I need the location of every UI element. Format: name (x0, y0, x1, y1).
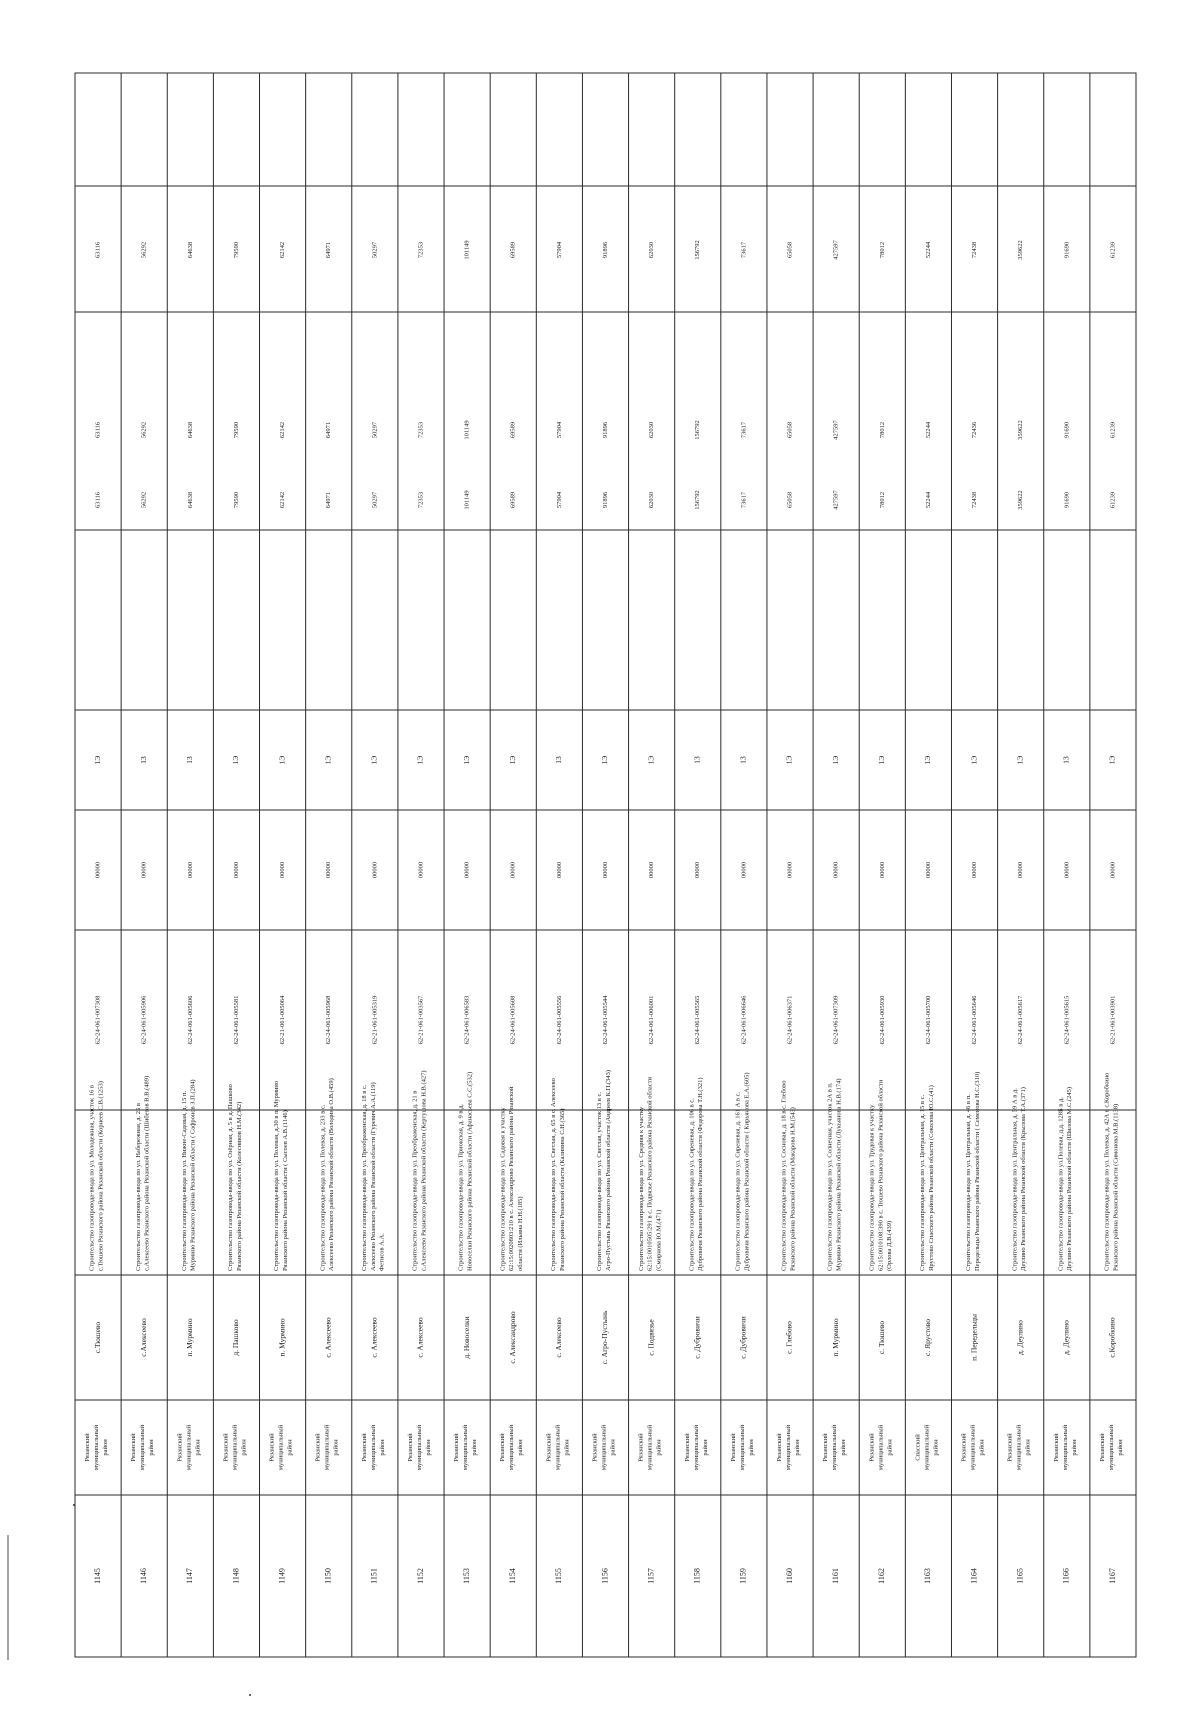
contract-number-cell: 62-24-061-005646 (971, 995, 979, 1045)
district-cell: Рязанский муниципальный район (1098, 1424, 1124, 1471)
amount-cell: 50297 (371, 421, 379, 439)
settlement-cell: д. Деулино (1015, 1320, 1025, 1355)
amount-cell: 91896 (601, 421, 609, 439)
code-cell: 00000 (1063, 861, 1071, 879)
amount-cell: 101149 (463, 490, 471, 510)
description-cell: Строительство газопровода-ввода по ул. Сиреневая, д. 106 в с. Дубровичи Рязанского района Рязанской области (Федорова Т.Н.(321) (688, 1077, 705, 1271)
code-cell: 00000 (232, 861, 240, 879)
contract-number-cell: 62-24-061-005581 (232, 995, 240, 1045)
scan-dust-dot (249, 1694, 251, 1696)
amount-cell: 64638 (186, 421, 194, 439)
amount-cell: 57904 (555, 241, 563, 259)
settlement-cell: п. Мурмино (185, 1318, 195, 1357)
district-cell: Рязанский муниципальный район (406, 1424, 432, 1471)
amount-cell: 65058 (786, 241, 794, 259)
amount-cell: 72438 (971, 491, 979, 509)
amount-cell: 56292 (140, 421, 148, 439)
amount-cell: 64971 (325, 491, 333, 509)
row-number: 1148 (231, 1568, 241, 1584)
level-cell: 1Э (1015, 755, 1025, 765)
amount-cell: 156792 (694, 240, 702, 260)
amount-cell: 91896 (601, 491, 609, 509)
settlement-cell: д. Новоселки (461, 1316, 471, 1359)
settlement-cell: с. Подвязье (646, 1319, 656, 1356)
level-cell: 1Э (92, 755, 102, 765)
table-row (176, 242, 201, 1584)
contract-number-cell: 62-24-061-006371 (786, 995, 794, 1045)
description-cell: Строительство газопровода-ввода по ул.Полевая, д.д. 128Б в д. Деулино Рязанского района Рязанской области (Шилова М.С.(245) (1057, 1086, 1074, 1271)
description-cell: Строительство газопровода-ввода по ул. Полевая, д. 42А в с.Коробкино Рязанского района Рязанской области (Симонова М.В.(1138) (1103, 1072, 1120, 1271)
amount-cell: 62142 (279, 241, 287, 259)
table-row (361, 241, 386, 1584)
code-cell: 00000 (1017, 861, 1025, 879)
amount-cell: 72438 (971, 241, 979, 259)
district-cell: Рязанский муниципальный район (683, 1424, 709, 1471)
description-cell: Строительство газопровода-ввода по ул. Полевая, д.30 в п. Мурмино Рязанского района Рязанской области ( Сысоев А.В.(1146) (273, 1080, 289, 1271)
description-cell: Строительство газопровода-ввода по ул. Полевая, д. 233 в с. Алексеево Рязанского района Рязанской области (Володина О.В.(459) (319, 1078, 336, 1271)
settlement-cell: с. Глебово (784, 1321, 794, 1354)
amount-cell: 359622 (1017, 240, 1025, 260)
amount-cell: 61239 (1109, 421, 1117, 439)
level-cell: 1Э (600, 755, 610, 765)
table-row (914, 241, 939, 1584)
amount-cell: 65058 (786, 421, 794, 439)
amount-cell: 62142 (279, 491, 287, 509)
description-cell: Строительство газопровода-ввода по ул. Центральная, д. 46 в п. Передельцы Рязанского района Рязанской области ( Семенова Н.С.(310) (965, 1071, 981, 1271)
amount-cell: 52244 (924, 241, 932, 259)
description-cell: Строительство газопровода-ввода по ул. Преображенская, д. 18 в с. Алексеево Рязанского района Рязанской области (Гуревич А.А.(119) Фетисов А.А. (361, 1082, 386, 1271)
amount-cell: 101149 (463, 240, 471, 260)
row-number: 1156 (600, 1568, 610, 1584)
description-cell: Строительство газопровода-ввода по ул. Сосновая, д. 18 в с. Глебово Рязанского района Рязанской области (Макарова Н.М.(543) (780, 1080, 797, 1271)
amount-cell: 52244 (924, 421, 932, 439)
table-row (130, 242, 155, 1584)
amount-cell: 50297 (371, 491, 379, 509)
settlement-cell: п. Мурмино (277, 1318, 287, 1357)
table-row (315, 242, 340, 1584)
settlement-cell: с. Алексеево (554, 1317, 564, 1358)
amount-cell: 63116 (94, 421, 102, 439)
amount-cell: 64638 (186, 491, 194, 509)
description-cell: Строительство газопровода-ввода по ул. Средняя к участку 62:15:0010505:291 в с. Подвязье Рязанского района Рязанской области (Смирнова Ю.М.(471) (637, 1076, 663, 1271)
description-cell: Строительство газопровода-ввода по ул. Приокская, д. 9 в д. Новоселки Рязанского района Рязанской области (Афанасьева С.С.(532) (457, 1071, 474, 1271)
amount-cell: 91690 (1063, 491, 1071, 509)
code-cell: 00000 (924, 861, 932, 879)
amount-cell: 52244 (924, 491, 932, 509)
amount-cell: 72353 (417, 421, 425, 439)
level-cell: 13 (185, 756, 195, 764)
contract-number-cell: 62-24-061-005608 (509, 995, 517, 1045)
district-cell: Рязанский муниципальный район (776, 1424, 802, 1471)
amount-cell: 50297 (371, 241, 379, 259)
level-cell: 1Э (461, 755, 471, 765)
contract-number-cell: 62-21-061-005064 (279, 995, 287, 1045)
level-cell: 1Э (231, 755, 241, 765)
table-row (776, 242, 801, 1584)
table-row (868, 242, 893, 1584)
row-number: 1164 (969, 1568, 979, 1584)
description-cell: Строительство газопровода-ввода по ул. Озёрная, д. 5 в д. Пашково Рязанского района Рязанской области (Колесников Н.М.(342) (227, 1084, 243, 1271)
settlement-cell: с. Алексеево (369, 1317, 379, 1358)
description-cell: Строительство газопровода-ввода по ул. Трудовая к участку 62:15:0010108:390 в с. Тюшево Рязанского района Рязанской области (Орлова Д.В.(439) (868, 1079, 894, 1271)
level-cell: 1Э (877, 755, 887, 765)
description-cell: Строительство газопровода-ввода по ул. Садовая к участку 62:15:0020803:210 в с. Александрово Рязанского района Рязанской области (Ильина Н.Н.(185) (499, 1086, 525, 1271)
amount-cell: 57904 (555, 491, 563, 509)
code-cell: 00000 (94, 861, 102, 879)
settlement-cell: с. Дубровичи (692, 1316, 702, 1359)
code-cell: 00000 (463, 861, 471, 879)
amount-cell: 79590 (232, 491, 240, 509)
amount-cell: 72353 (417, 241, 425, 259)
amount-cell: 69589 (509, 491, 517, 509)
description-cell: Строительство газопровода-ввода по ул. Сиреневая, д. 161 А в с. Дубровичи Рязанского района Рязанской области ( Кирьянова Е.А.(605) (734, 1072, 751, 1271)
description-cell: Строительство газопровода-ввода по ул. Центральная, д. 15 в с. Ярустово Спасского района Рязанской области (Соколова Ю.С.(41) (919, 1085, 935, 1271)
contract-number-cell: 62-24-061-005617 (1017, 995, 1025, 1045)
amount-cell: 72353 (417, 491, 425, 509)
amount-cell: 65058 (786, 491, 794, 509)
table-row (269, 242, 294, 1584)
level-cell: 13 (692, 756, 702, 764)
level-cell: 13 (1061, 756, 1071, 764)
row-number: 1159 (738, 1568, 748, 1584)
amount-cell: 72436 (971, 421, 979, 439)
amount-cell: 56292 (140, 241, 148, 259)
table-row (730, 241, 755, 1584)
district-cell: Рязанский муниципальный район (637, 1424, 663, 1471)
settlement-cell: п. Передельцы (969, 1314, 979, 1361)
contract-number-cell: 62-24-061-005968 (325, 995, 333, 1045)
table-row (638, 242, 663, 1584)
row-number: 1163 (923, 1568, 933, 1584)
description-cell: Строительство газопровода-ввода по ул. Центральная, д. 59 А в д. Деулино Рязанского района Рязанской области (Крылова Т.А.(371) (1011, 1087, 1028, 1271)
amount-cell: 79590 (232, 421, 240, 439)
row-number: 1166 (1061, 1568, 1071, 1584)
contract-number-cell: 62-24-061-007308 (94, 995, 102, 1045)
code-cell: 00000 (786, 861, 794, 879)
settlement-cell: с. Алексеево (415, 1317, 425, 1358)
description-cell: Строительство газопровода-ввода по ул. Светлая, участок 13 в с. Агро-Пустынь Рязанского района Рязанской области (Андреев К.П.(343) (596, 1069, 612, 1271)
contract-number-cell: 62-24-061-005615 (1063, 995, 1071, 1045)
amount-cell: 61239 (1109, 491, 1117, 509)
level-cell: 1Э (323, 755, 333, 765)
code-cell: 00000 (371, 861, 379, 879)
district-cell: Рязанский муниципальный район (868, 1424, 894, 1471)
row-number: 1152 (415, 1568, 425, 1584)
row-number: 1145 (92, 1568, 102, 1584)
district-cell: Рязанский муниципальный район (453, 1424, 479, 1471)
table-row (453, 240, 478, 1583)
amount-cell: 69589 (509, 421, 517, 439)
row-number: 1158 (692, 1568, 702, 1584)
district-cell: Рязанский муниципальный район (176, 1424, 202, 1471)
district-cell: Рязанский муниципальный район (1052, 1424, 1078, 1471)
level-cell: 1Э (1107, 755, 1117, 765)
amount-cell: 62030 (648, 241, 656, 259)
amount-cell: 91690 (1063, 421, 1071, 439)
district-cell: Рязанский муниципальный район (84, 1424, 110, 1471)
settlement-cell: с. Александрово (507, 1311, 517, 1364)
row-number: 1147 (185, 1568, 195, 1584)
level-cell: 13 (554, 756, 564, 764)
row-number: 1162 (877, 1568, 887, 1584)
district-cell: Рязанский муниципальный район (130, 1424, 156, 1471)
table-row (84, 241, 109, 1584)
settlement-cell: с. Дубровичи (738, 1316, 748, 1359)
contract-number-cell: 62-24-061-005906 (140, 995, 148, 1045)
district-cell: Рязанский муниципальный район (499, 1424, 525, 1471)
table-row (1053, 242, 1078, 1584)
amount-cell: 427597 (832, 420, 840, 440)
table-row (822, 240, 847, 1584)
amount-cell: 78012 (878, 241, 886, 259)
contract-number-cell: 62-21-061-003567 (417, 995, 425, 1045)
code-cell: 00000 (509, 861, 517, 879)
description-cell: Строительство газопровода-ввода по ул. Нижне-Садовая, д. 15 п. Мурмино Рязанского района Рязанской области ( Сафронов З.П.(284) (180, 1079, 197, 1271)
code-cell: 00000 (648, 861, 656, 879)
district-cell: Рязанский муниципальный район (545, 1424, 571, 1471)
contract-number-cell: 62-24-061-005606 (186, 995, 194, 1045)
row-number: 1146 (139, 1568, 149, 1584)
settlement-cell: п. Мурмино (830, 1318, 840, 1357)
table-row (684, 240, 709, 1584)
contract-number-cell: 62-24-061-006583 (463, 995, 471, 1045)
description-cell: Строительство газопровода-ввода по ул. Молодежная, участок 16 в с.Тюшево Рязанского района Рязанской области (Корнеев С.В.(1253) (88, 1081, 105, 1271)
description-cell: Строительство газопровода-ввода по ул. Светлая, д. 65 в с. Алексеево Рязанского района Рязанской области (Калинина С.Н.(365) (549, 1078, 566, 1271)
amount-cell: 56292 (140, 491, 148, 509)
code-cell: 00000 (325, 861, 333, 879)
district-cell: Рязанский муниципальный район (822, 1424, 848, 1471)
contract-number-cell: 62-24-061-005556 (555, 995, 563, 1045)
table-row (961, 242, 986, 1584)
description-cell: Строительство газопровода-ввода по ул. Солнечная, участок 2А в п. Мурмино Рязанского района Рязанской области (Лукьянова Н.В.(174) (826, 1078, 843, 1271)
code-cell: 00000 (971, 861, 979, 879)
settlement-cell: с. Ярустово (923, 1319, 933, 1356)
district-cell: Рязанский муниципальный район (222, 1424, 248, 1471)
district-cell: Рязанский муниципальный район (1006, 1424, 1032, 1471)
settlement-cell: с. Агро-Пустынь (600, 1310, 610, 1365)
level-cell: 13 (138, 756, 148, 764)
settlement-cell: д. Деулино (1061, 1320, 1071, 1355)
contract-number-cell: 62-24-061-006001 (648, 995, 656, 1045)
amount-cell: 57904 (555, 421, 563, 439)
level-cell: 1Э (923, 755, 933, 765)
amount-cell: 427597 (832, 490, 840, 510)
settlement-cell: д. Пашково (231, 1319, 241, 1356)
amount-cell: 64971 (325, 421, 333, 439)
row-number: 1160 (784, 1568, 794, 1584)
table-row (499, 242, 524, 1584)
amount-cell: 156792 (694, 490, 702, 510)
amount-cell: 79590 (232, 241, 240, 259)
code-cell: 00000 (279, 861, 287, 879)
row-number: 1161 (830, 1568, 840, 1584)
settlement-cell: с.Алексеево (138, 1318, 148, 1357)
amount-cell: 73617 (740, 491, 748, 509)
amount-cell: 64971 (325, 241, 333, 259)
amount-cell: 91896 (601, 241, 609, 259)
contract-number-cell: 62-24-061-005700 (924, 995, 932, 1045)
district-cell: Рязанский муниципальный район (591, 1424, 617, 1471)
code-cell: 00000 (1109, 861, 1117, 879)
code-cell: 00000 (694, 861, 702, 879)
amount-cell: 78012 (878, 421, 886, 439)
level-cell: 13 (738, 756, 748, 764)
table-row (1099, 242, 1124, 1584)
table-row (1007, 240, 1032, 1584)
amount-cell: 73617 (740, 421, 748, 439)
code-cell: 00000 (417, 861, 425, 879)
contract-number-cell: 62-24-061-007309 (832, 995, 840, 1045)
district-cell: Рязанский муниципальный район (314, 1424, 340, 1471)
amount-cell: 359622 (1017, 420, 1025, 440)
settlement-cell: с.Тюшево (92, 1321, 102, 1354)
row-number: 1150 (323, 1568, 333, 1584)
amount-cell: 73617 (740, 241, 748, 259)
settlement-cell: с. Алексеево (323, 1317, 333, 1358)
row-number: 1151 (369, 1568, 379, 1584)
amount-cell: 62030 (648, 491, 656, 509)
contract-number-cell: 62-24-061-006646 (740, 995, 748, 1045)
level-cell: 1Э (969, 755, 979, 765)
row-number: 1167 (1107, 1568, 1117, 1584)
row-number: 1157 (646, 1568, 656, 1584)
row-number: 1155 (554, 1568, 564, 1584)
contract-number-cell: 62-21-061-005319 (371, 995, 379, 1045)
district-cell: Рязанский муниципальный район (960, 1424, 986, 1471)
table-row (592, 241, 617, 1584)
level-cell: 1Э (646, 755, 656, 765)
settlement-cell: с.Коробкино (1107, 1317, 1117, 1358)
amount-cell: 63116 (94, 241, 102, 259)
amount-cell: 62030 (648, 421, 656, 439)
amount-cell: 69589 (509, 241, 517, 259)
row-number: 1165 (1015, 1568, 1025, 1584)
code-cell: 00000 (555, 861, 563, 879)
contract-number-cell: 62-24-061-005544 (601, 995, 609, 1045)
row-number: 1154 (508, 1568, 518, 1584)
amount-cell: 78012 (878, 491, 886, 509)
code-cell: 00000 (601, 861, 609, 879)
contract-number-cell: 62-24-061-005565 (694, 995, 702, 1045)
code-cell: 00000 (140, 861, 148, 879)
level-cell: 1Э (277, 755, 287, 765)
district-cell: Рязанский муниципальный район (729, 1424, 755, 1471)
settlement-cell: с. Тюшево (877, 1320, 887, 1355)
amount-cell: 62142 (279, 421, 287, 439)
code-cell: 00000 (878, 861, 886, 879)
district-cell: Рязанский муниципальный район (360, 1424, 386, 1471)
description-cell: Строительство газопровода-ввода по ул. Преображенская, д. 21 в с.Алексеево Рязанского района Рязанской области (Кертушова Н.В.(427) (411, 1070, 428, 1271)
level-cell: 1Э (830, 755, 840, 765)
level-cell: 1Э (415, 755, 425, 765)
district-cell: Спасский муниципальный район (914, 1424, 940, 1471)
amount-cell: 61239 (1109, 241, 1117, 259)
district-cell: Рязанский муниципальный район (268, 1424, 294, 1471)
contract-number-cell: 62-21-061-003901 (1109, 995, 1117, 1045)
code-cell: 00000 (186, 861, 194, 879)
table-row (545, 241, 570, 1584)
amount-cell: 63116 (94, 491, 102, 509)
contract-number-cell: 62-24-061-005930 (878, 995, 886, 1045)
row-number: 1153 (461, 1568, 471, 1584)
description-cell: Строительство газопровода-ввода по ул. Набережная, д. 25 в с.Алексеево Рязанского района Рязанской области (Шибетов В.В.(489) (134, 1075, 151, 1271)
amount-cell: 91690 (1063, 241, 1071, 259)
amount-cell: 359622 (1017, 490, 1025, 510)
amount-cell: 156792 (694, 420, 702, 440)
level-cell: 1Э (784, 755, 794, 765)
code-cell: 00000 (832, 861, 840, 879)
table-row (407, 242, 432, 1584)
amount-cell: 64638 (186, 241, 194, 259)
level-cell: 1Э (369, 755, 379, 765)
row-number: 1149 (277, 1568, 287, 1584)
amount-cell: 101149 (463, 420, 471, 440)
table-row (222, 242, 247, 1584)
amount-cell: 427597 (832, 240, 840, 260)
code-cell: 00000 (740, 861, 748, 879)
level-cell: 1Э (507, 755, 517, 765)
